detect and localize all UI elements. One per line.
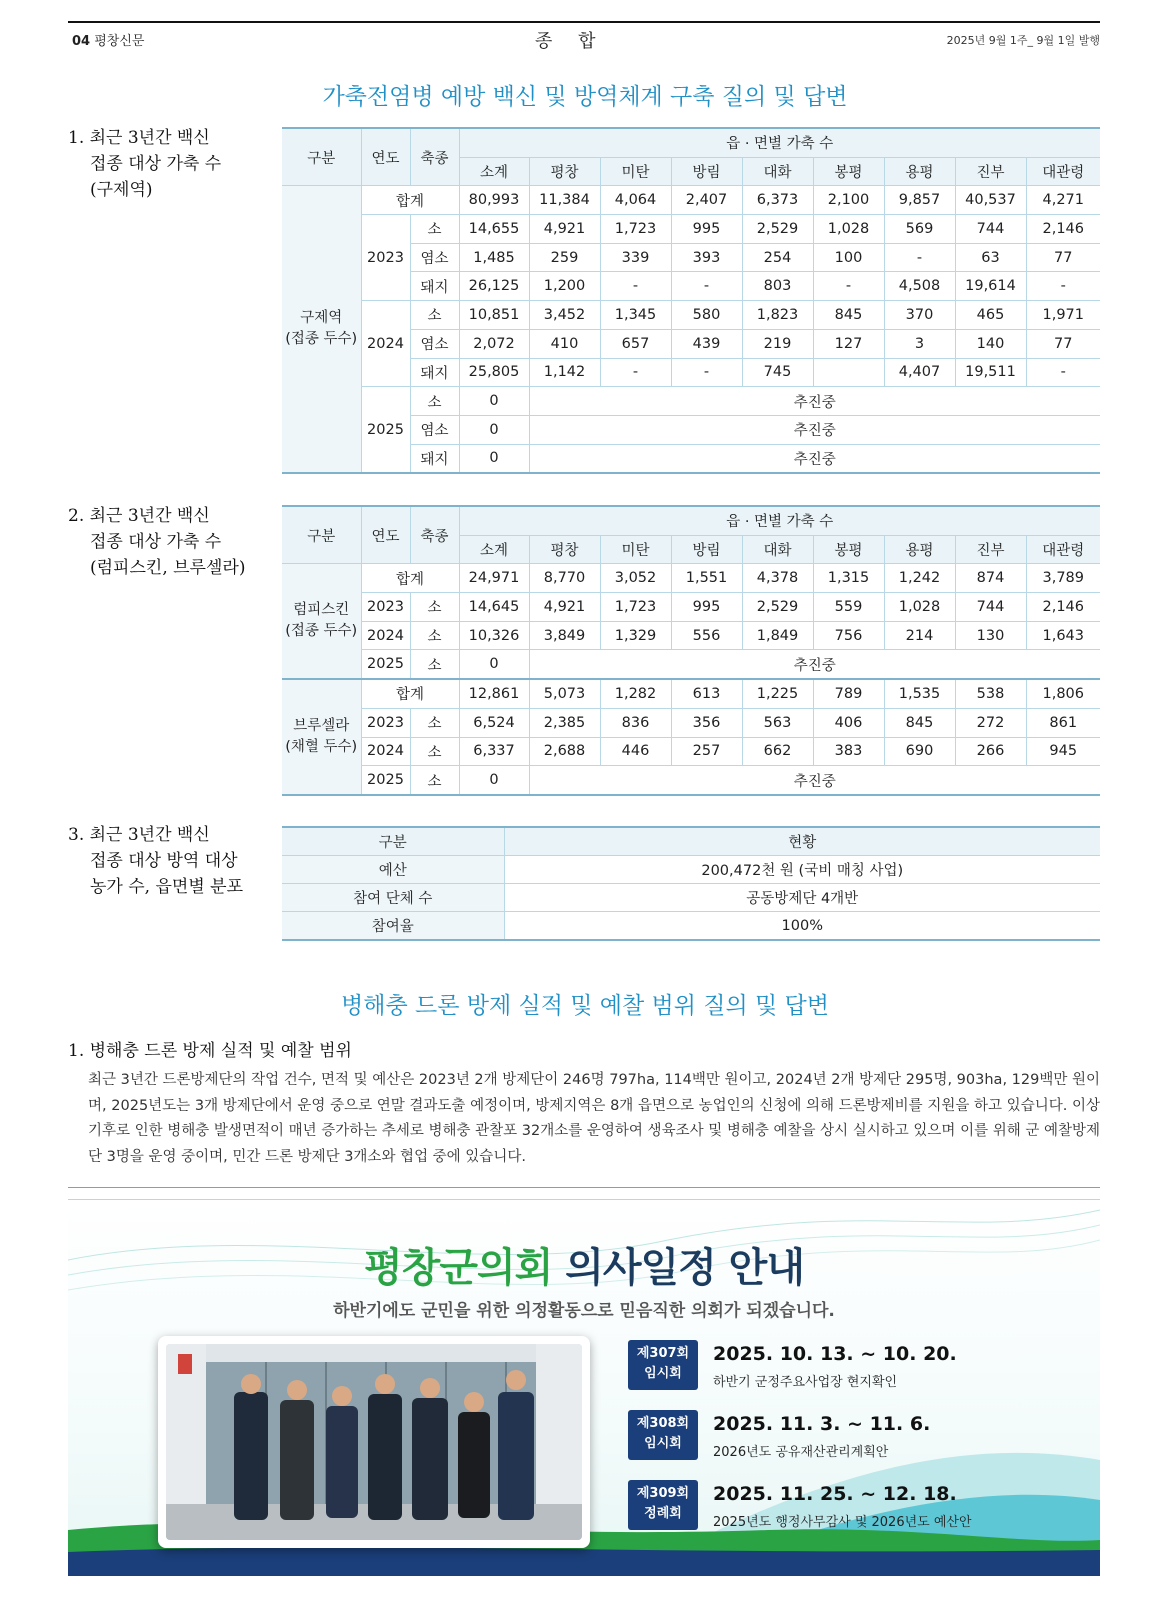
species-cell: 소 [410, 766, 459, 795]
col-head: 봉평 [813, 535, 884, 564]
cell: 613 [671, 679, 742, 708]
col-head: 대화 [742, 535, 813, 564]
banner-subtitle: 하반기에도 군민을 위한 의정활동으로 믿음직한 의회가 되겠습니다. [333, 1301, 835, 1321]
cell: - [600, 358, 671, 387]
cell: 874 [955, 564, 1026, 593]
species-cell: 소 [410, 708, 459, 737]
cell: 2,146 [1026, 593, 1100, 622]
species-cell: 소 [410, 650, 459, 679]
cell: 756 [813, 621, 884, 650]
cell: - [600, 272, 671, 301]
section2-title: 병해충 드론 방제 실적 및 예찰 범위 질의 및 답변 [341, 993, 829, 1019]
cell: 25,805 [459, 358, 529, 387]
session-309-badge: 제309회 정례회 [628, 1480, 698, 1530]
species-cell: 소 [410, 215, 459, 244]
question-3-label [68, 822, 243, 900]
cell: 6,337 [459, 737, 529, 766]
cell: 406 [813, 708, 884, 737]
pending-cell: 추진중 [529, 650, 1100, 679]
col-head: 진부 [955, 157, 1026, 186]
cell: 214 [884, 621, 955, 650]
cell: 140 [955, 329, 1026, 358]
cell [813, 358, 884, 387]
q2-line1: 2. 최근 3년간 백신 [68, 506, 210, 526]
banner-title [68, 1236, 1100, 1293]
col-head: 용평 [884, 535, 955, 564]
species-cell: 소 [410, 621, 459, 650]
cell: 10,326 [459, 621, 529, 650]
pending-cell: 추진중 [529, 444, 1100, 473]
table-row [282, 621, 1100, 650]
col-group-header: 읍 · 면별 가축 수 [459, 128, 1100, 157]
session-307-date: 2025. 10. 13. ~ 10. 20. [713, 1343, 957, 1365]
row-key: 예산 [282, 856, 504, 884]
col-category: 구분 [282, 128, 361, 186]
cell: 556 [671, 621, 742, 650]
year-cell: 2025 [361, 650, 410, 679]
species-cell: 돼지 [410, 444, 459, 473]
species-cell: 돼지 [410, 272, 459, 301]
section-name: 종 합 [535, 31, 606, 52]
col-head: 대관령 [1026, 535, 1100, 564]
cell: 259 [529, 243, 600, 272]
cell: 446 [600, 737, 671, 766]
cell: 63 [955, 243, 1026, 272]
cell: 1,282 [600, 679, 671, 708]
cell: 1,200 [529, 272, 600, 301]
col-head: 진부 [955, 535, 1026, 564]
cell: 995 [671, 215, 742, 244]
col-species: 축종 [410, 128, 459, 186]
cell: 272 [955, 708, 1026, 737]
cell: 4,407 [884, 358, 955, 387]
cell: 1,225 [742, 679, 813, 708]
table-row-total [282, 564, 1100, 593]
cell: 410 [529, 329, 600, 358]
col-category: 구분 [282, 827, 504, 856]
col-year: 연도 [361, 506, 410, 564]
cell: 2,407 [671, 186, 742, 215]
col-head: 미탄 [600, 157, 671, 186]
row-key: 참여율 [282, 912, 504, 941]
cell: 4,064 [600, 186, 671, 215]
q1-line1: 1. 최근 3년간 백신 [68, 128, 210, 148]
col-year: 연도 [361, 128, 410, 186]
question-2-label [68, 503, 245, 581]
banner-title-dark: 의사일정 안내 [565, 1245, 804, 1291]
cell: 945 [1026, 737, 1100, 766]
cell: 11,384 [529, 186, 600, 215]
cell: - [671, 358, 742, 387]
council-group-photo [166, 1344, 582, 1540]
q3-line2: 접종 대상 방역 대상 [90, 851, 238, 871]
species-cell: 염소 [410, 243, 459, 272]
col-head: 방림 [671, 157, 742, 186]
species-cell: 소 [410, 593, 459, 622]
cell: 2,146 [1026, 215, 1100, 244]
species-cell: 소 [410, 737, 459, 766]
col-head: 대화 [742, 157, 813, 186]
divider [68, 1187, 1100, 1188]
cell: 1,028 [884, 593, 955, 622]
cell: 4,378 [742, 564, 813, 593]
category-brucella: 브루셀라 (채혈 두수) [282, 679, 361, 795]
table-row [282, 912, 1100, 941]
year-cell: 2024 [361, 737, 410, 766]
cell: 339 [600, 243, 671, 272]
cell: 77 [1026, 329, 1100, 358]
council-schedule-banner [68, 1199, 1100, 1576]
cell: 580 [671, 301, 742, 330]
cell: 744 [955, 593, 1026, 622]
cell: 127 [813, 329, 884, 358]
year-cell: 2023 [361, 593, 410, 622]
cell: 356 [671, 708, 742, 737]
fmd-vaccination-table [282, 127, 1100, 474]
table-row [282, 387, 1100, 416]
lumpy-brucella-table [282, 505, 1100, 796]
session-307-badge: 제307회 임시회 [628, 1340, 698, 1390]
cell: 662 [742, 737, 813, 766]
cell: 8,770 [529, 564, 600, 593]
cell: 569 [884, 215, 955, 244]
cell: 538 [955, 679, 1026, 708]
header-rule [68, 21, 1100, 23]
year-cell: 2023 [361, 708, 410, 737]
col-head: 봉평 [813, 157, 884, 186]
cell: 6,373 [742, 186, 813, 215]
cell: 4,921 [529, 215, 600, 244]
session-308-desc: 2026년도 공유재산관리계획안 [713, 1445, 889, 1460]
cell: 14,645 [459, 593, 529, 622]
cell: 745 [742, 358, 813, 387]
session-307-desc: 하반기 군정주요사업장 현지확인 [713, 1375, 898, 1390]
cell: 1,485 [459, 243, 529, 272]
row-value: 공동방제단 4개반 [504, 884, 1100, 912]
cell: 657 [600, 329, 671, 358]
col-head: 소계 [459, 535, 529, 564]
cell: 4,271 [1026, 186, 1100, 215]
cell: 10,851 [459, 301, 529, 330]
cell: 0 [459, 650, 529, 679]
col-species: 축종 [410, 506, 459, 564]
category-fmd: 구제역 (접종 두수) [282, 186, 361, 473]
col-category: 구분 [282, 506, 361, 564]
species-cell: 돼지 [410, 358, 459, 387]
section2-question-label: 1. 병해충 드론 방제 실적 및 예찰 범위 [68, 1041, 352, 1061]
section2-answer-text: 최근 3년간 드론방제단의 작업 건수, 면적 및 예산은 2023년 2개 방제단이 246명 797ha, 114백만 원이고, 2024년 2개 방제단 295명, 903ha, 129백만 원이며, 2025년도는 3개 방제단에서 운영 중으로 연말 결과도출 예정이며, 방제지역은 8개 읍면으로 농업인의 신청에 의해 드론방제비를 지원을 하고 있습니다. 이상기후로 인한 병해충 발생면적이 매년 증가하는 추세로 병해충 관찰포 32개소를 운영하여 생육조사 및 병해충 예찰을 상시 실시하고 있으며 이를 위해 군 예찰방제단 3명을 운영 중이며, 민간 드론 방제단 3개소와 협업 중에 있습니다. [88, 1072, 1100, 1165]
session-309-date: 2025. 11. 25. ~ 12. 18. [713, 1483, 957, 1505]
group-photo-illustration [166, 1344, 582, 1540]
table-row [282, 650, 1100, 679]
pending-cell: 추진중 [529, 415, 1100, 444]
cell: 0 [459, 444, 529, 473]
cell: 2,529 [742, 215, 813, 244]
cell: 744 [955, 215, 1026, 244]
cell: 465 [955, 301, 1026, 330]
cell: 266 [955, 737, 1026, 766]
cell: 836 [600, 708, 671, 737]
table-row [282, 884, 1100, 912]
cell: 1,551 [671, 564, 742, 593]
cell: 1,723 [600, 215, 671, 244]
col-head: 방림 [671, 535, 742, 564]
col-status: 현황 [504, 827, 1100, 856]
cell: 2,385 [529, 708, 600, 737]
cell: 1,643 [1026, 621, 1100, 650]
cell: 1,723 [600, 593, 671, 622]
cell: 2,688 [529, 737, 600, 766]
col-head: 평창 [529, 157, 600, 186]
table-row [282, 766, 1100, 795]
cell: 80,993 [459, 186, 529, 215]
row-key: 참여 단체 수 [282, 884, 504, 912]
session-309-desc: 2025년도 행정사무감사 및 2026년도 예산안 [713, 1515, 972, 1530]
row-value: 100% [504, 912, 1100, 941]
page-masthead [72, 30, 144, 49]
section1-title: 가축전염병 예방 백신 및 방역체계 구축 질의 및 답변 [322, 84, 848, 110]
cell: 393 [671, 243, 742, 272]
cell: 383 [813, 737, 884, 766]
cell: 3,789 [1026, 564, 1100, 593]
banner-title-green: 평창군의회 [364, 1245, 553, 1291]
cell: 0 [459, 766, 529, 795]
cell: 4,508 [884, 272, 955, 301]
cell: 3,052 [600, 564, 671, 593]
prevention-status-table [282, 826, 1100, 941]
table-row-total [282, 679, 1100, 708]
cell: 1,823 [742, 301, 813, 330]
cell: 4,921 [529, 593, 600, 622]
species-cell: 염소 [410, 415, 459, 444]
q2-line2: 접종 대상 가축 수 [90, 532, 222, 552]
cell: 3,452 [529, 301, 600, 330]
cell: 19,511 [955, 358, 1026, 387]
cell: 0 [459, 387, 529, 416]
q3-line3: 농가 수, 읍면별 분포 [90, 877, 243, 897]
cell: - [671, 272, 742, 301]
cell: 1,806 [1026, 679, 1100, 708]
question-1-label [68, 125, 221, 203]
page-number: 04 [72, 34, 91, 49]
total-label: 합계 [361, 679, 459, 708]
cell: 26,125 [459, 272, 529, 301]
pending-cell: 추진중 [529, 387, 1100, 416]
species-cell: 염소 [410, 329, 459, 358]
col-head: 미탄 [600, 535, 671, 564]
cell: 14,655 [459, 215, 529, 244]
year-cell: 2023 [361, 215, 410, 301]
cell: 845 [884, 708, 955, 737]
cell: 563 [742, 708, 813, 737]
cell: 690 [884, 737, 955, 766]
issue-date: 2025년 9월 1주_ 9월 1일 발행 [946, 34, 1100, 47]
table-row-total [282, 186, 1100, 215]
cell: 6,524 [459, 708, 529, 737]
cell: 861 [1026, 708, 1100, 737]
cell: 1,535 [884, 679, 955, 708]
col-head: 소계 [459, 157, 529, 186]
table-row [282, 301, 1100, 330]
cell: 1,345 [600, 301, 671, 330]
paper-name: 평창신문 [94, 34, 145, 49]
cell: 1,315 [813, 564, 884, 593]
cell: - [884, 243, 955, 272]
cell: 2,072 [459, 329, 529, 358]
cell: 12,861 [459, 679, 529, 708]
cell: 845 [813, 301, 884, 330]
cell: 100 [813, 243, 884, 272]
cell: 789 [813, 679, 884, 708]
cell: 24,971 [459, 564, 529, 593]
cell: - [1026, 358, 1100, 387]
cell: 5,073 [529, 679, 600, 708]
cell: 257 [671, 737, 742, 766]
cell: 1,242 [884, 564, 955, 593]
cell: 0 [459, 415, 529, 444]
session-308-badge: 제308회 임시회 [628, 1410, 698, 1460]
table-row [282, 215, 1100, 244]
col-head: 평창 [529, 535, 600, 564]
q1-line2: 접종 대상 가축 수 [90, 154, 222, 174]
q2-line3: (럼피스킨, 브루셀라) [90, 558, 246, 578]
cell: 9,857 [884, 186, 955, 215]
total-label: 합계 [361, 564, 459, 593]
col-group-header: 읍 · 면별 가축 수 [459, 506, 1100, 535]
cell: 1,329 [600, 621, 671, 650]
cell: 1,142 [529, 358, 600, 387]
cell: 2,529 [742, 593, 813, 622]
cell: 1,028 [813, 215, 884, 244]
table-row [282, 856, 1100, 884]
q3-line1: 3. 최근 3년간 백신 [68, 825, 210, 845]
row-value: 200,472천 원 (국비 매칭 사업) [504, 856, 1100, 884]
table-row [282, 593, 1100, 622]
cell: 254 [742, 243, 813, 272]
cell: 40,537 [955, 186, 1026, 215]
cell: - [813, 272, 884, 301]
year-cell: 2025 [361, 387, 410, 474]
species-cell: 소 [410, 301, 459, 330]
council-photo-frame [158, 1336, 590, 1548]
cell: 130 [955, 621, 1026, 650]
col-head: 용평 [884, 157, 955, 186]
cell: 1,849 [742, 621, 813, 650]
session-308-date: 2025. 11. 3. ~ 11. 6. [713, 1413, 931, 1435]
year-cell: 2024 [361, 301, 410, 387]
cell: 2,100 [813, 186, 884, 215]
cell: 77 [1026, 243, 1100, 272]
cell: 3 [884, 329, 955, 358]
pending-cell: 추진중 [529, 766, 1100, 795]
cell: 439 [671, 329, 742, 358]
table-row [282, 708, 1100, 737]
year-cell: 2024 [361, 621, 410, 650]
cell: 3,849 [529, 621, 600, 650]
cell: 803 [742, 272, 813, 301]
cell: - [1026, 272, 1100, 301]
cell: 370 [884, 301, 955, 330]
cell: 995 [671, 593, 742, 622]
species-cell: 소 [410, 387, 459, 416]
table-row [282, 737, 1100, 766]
col-head: 대관령 [1026, 157, 1100, 186]
cell: 19,614 [955, 272, 1026, 301]
year-cell: 2025 [361, 766, 410, 795]
cell: 559 [813, 593, 884, 622]
total-label: 합계 [361, 186, 459, 215]
cell: 1,971 [1026, 301, 1100, 330]
q1-line3: (구제역) [90, 180, 153, 200]
cell: 219 [742, 329, 813, 358]
category-lumpy: 럼피스킨 (접종 두수) [282, 564, 361, 679]
